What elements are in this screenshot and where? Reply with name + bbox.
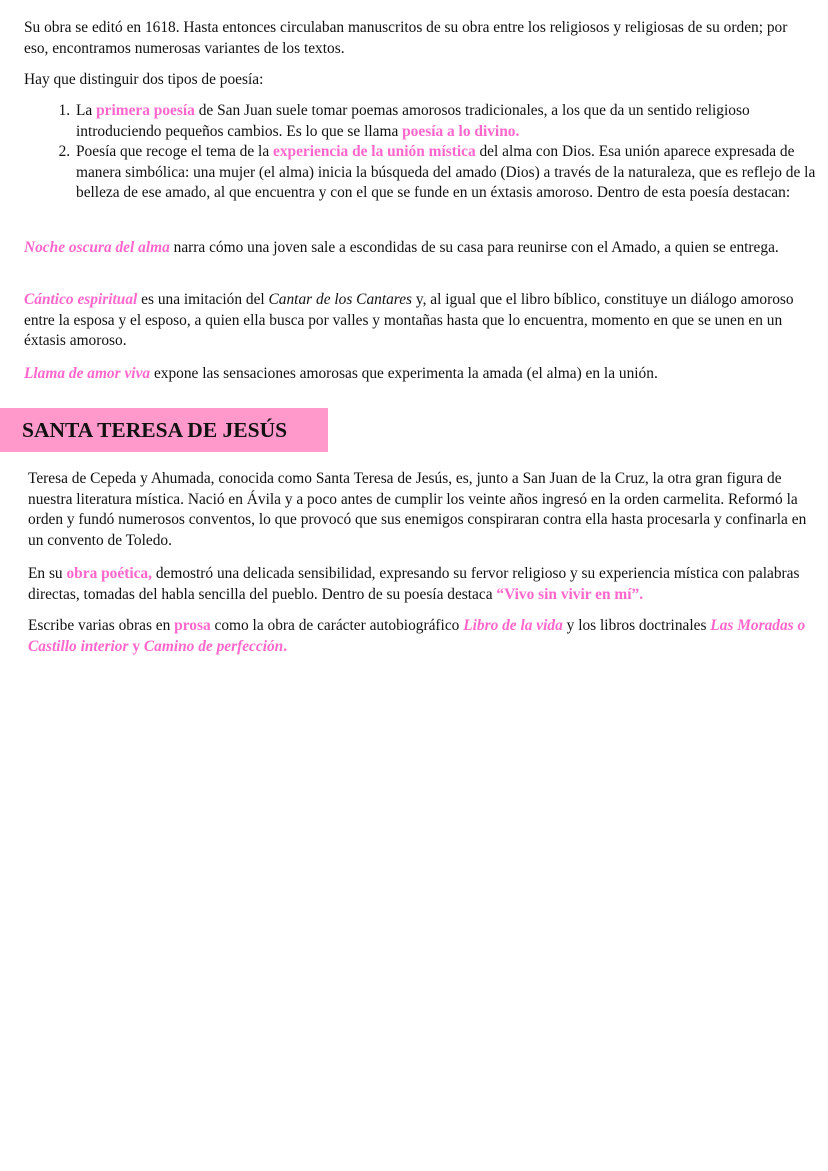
llama-title: Llama de amor viva (24, 365, 151, 382)
teresa-text: Teresa de Cepeda y Ahumada, conocida como Santa Teresa de Jesús, es, junto a San Juan de la Cruz, la otra gran figura de nuestra literatura mística. Nació en Ávila y a poco antes de cumplir los veinte años ingresó en la orden carmelita. Reformó la orden y fundó numerosos conventos, lo que provocó que sus enemigos conspiraran contra ella hasta procesarla y confinarla en un convento de Toledo. (28, 470, 807, 549)
item1-highlight-1: primera poesía (96, 102, 195, 119)
intro-paragraph (24, 18, 794, 59)
poetry-types-list (24, 101, 828, 204)
cantico-text-1: es una imitación del (137, 291, 269, 308)
prosa-text-3: y los libros doctrinales (562, 617, 711, 634)
item2-text-2: del alma con Dios. Esa unión aparece expresada de manera simbólica: una mujer (el alma) inicia la búsqueda del amado (Dios) a través de la naturaleza, que es reflejo de la belleza de ese amado, al que encuentra y con el que se funde en un éxtasis amoroso. Dentro de esta poesía destacan: (76, 143, 816, 201)
item1-highlight-2: poesía a lo divino. (402, 122, 520, 140)
section-heading-band (0, 408, 328, 452)
types-intro-paragraph (24, 70, 794, 91)
cantico-paragraph (24, 290, 799, 352)
llama-paragraph (24, 364, 799, 385)
poetica-text-1: En su (28, 565, 67, 582)
cantar-title: Cantar de los Cantares (268, 291, 413, 308)
prosa-text-2: como la obra de carácter autobiográfico (210, 617, 464, 634)
item2-text-1: Poesía que recoge el tema de la (76, 143, 273, 160)
book-las-moradas: Las Moradas o Castillo interior (28, 617, 806, 655)
cantico-text-2: y, al igual que el libro bíblico, constituye un diálogo amoroso entre la esposa y el esposo, a quien ella busca por valles y montañas hasta que lo encuentra, momento en que se unen en un éxtasis amoroso. (24, 291, 794, 349)
types-intro-text: Hay que distinguir dos tipos de poesía: (24, 71, 264, 88)
noche-title: Noche oscura del alma (24, 239, 170, 256)
book-libro-de-la-vida: Libro de la vida (463, 617, 563, 634)
item1-text-2: de San Juan suele tomar poemas amorosos tradicionales, a los que da un sentido religioso introduciendo pequeños cambios. Es lo que se llama (76, 102, 750, 140)
llama-text: expone las sensaciones amorosas que experimenta la amada (el alma) en la unión. (150, 365, 658, 382)
teresa-paragraph (28, 469, 810, 551)
noche-text: narra cómo una joven sale a escondidas de su casa para reunirse con el Amado, a quien se entrega. (169, 239, 779, 256)
poetica-paragraph (28, 564, 810, 605)
poetica-highlight-1: obra poética, (66, 565, 152, 582)
item1-text-1: La (76, 102, 97, 119)
poetica-text-2: demostró una delicada sensibilidad, expresando su fervor religioso y su experiencia mística con palabras directas, tomadas del habla sencilla del pueblo. Dentro de su poesía destaca (28, 565, 800, 603)
section-heading: SANTA TERESA DE JESÚS (22, 418, 288, 442)
noche-paragraph (24, 238, 794, 259)
prosa-text-1: Escribe varias obras en (28, 617, 175, 634)
poetica-highlight-2: “Vivo sin vivir en mí”. (496, 585, 644, 603)
item2-highlight-1: experiencia de la unión mística (273, 143, 476, 160)
list-item (74, 101, 828, 142)
prosa-paragraph (28, 616, 810, 657)
prosa-highlight: prosa (174, 617, 211, 634)
cantico-title: Cántico espiritual (24, 291, 138, 308)
list-item (74, 142, 828, 204)
prosa-period: . (283, 637, 288, 655)
prosa-connector: y (128, 637, 144, 655)
book-camino-de-perfeccion: Camino de perfección (143, 637, 284, 655)
intro-text: Su obra se editó en 1618. Hasta entonces circulaban manuscritos de su obra entre los religiosos y religiosas de su orden; por eso, encontramos numerosas variantes de los textos. (24, 19, 788, 57)
